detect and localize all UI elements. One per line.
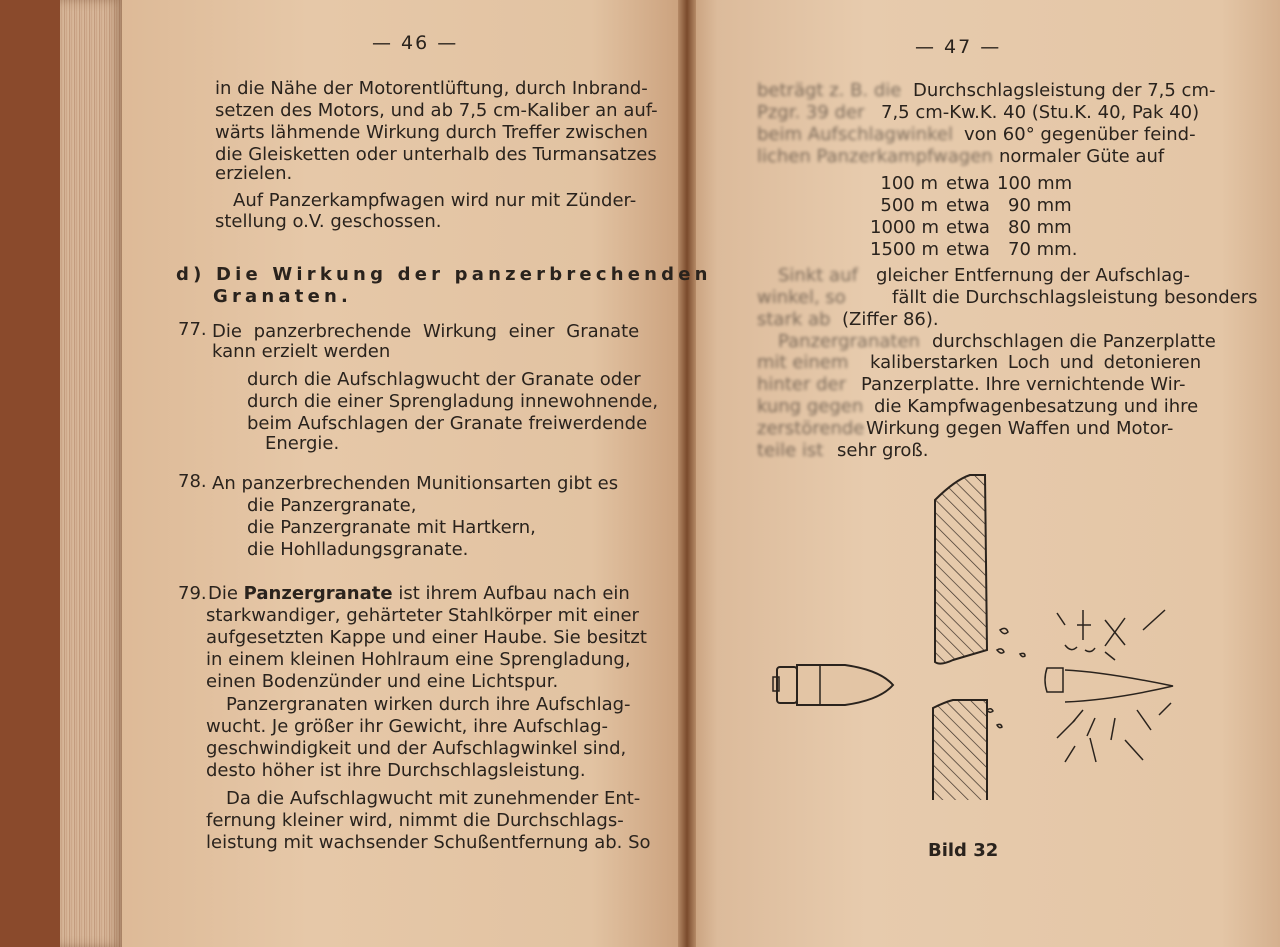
text-line: gleicher Entfernung der Aufschlag-	[876, 265, 1191, 286]
text-line: wärts lähmende Wirkung durch Treffer zwischen	[215, 122, 648, 143]
text-line: kann erzielt werden	[212, 341, 391, 362]
text-line: von 60° gegenüber feind-	[964, 124, 1196, 145]
text-line: Auf Panzerkampfwagen wird nur mit Zünder-	[233, 190, 637, 211]
faded-text: Pzgr. 39 der	[757, 102, 865, 123]
text-line: in einem kleinen Hohlraum eine Sprengladung,	[206, 649, 631, 670]
text-line: (Ziffer 86).	[842, 309, 939, 330]
table-word: etwa	[946, 173, 990, 194]
figure-caption: Bild 32	[928, 840, 999, 861]
faded-text: Sinkt auf	[778, 265, 858, 286]
text-line: die Panzergranate,	[247, 495, 417, 516]
faded-text: beim Aufschlagwinkel	[757, 124, 953, 145]
text-line: die Hohlladungsgranate.	[247, 539, 469, 560]
faded-text: beträgt z. B. die	[757, 80, 902, 101]
book-gutter	[678, 0, 696, 947]
text-line: erzielen.	[215, 163, 293, 184]
text-line: 7,5 cm-Kw.K. 40 (Stu.K. 40, Pak 40)	[881, 102, 1200, 123]
text-line: die Gleisketten oder unterhalb des Turmansatzes	[215, 144, 657, 165]
text-line: stellung o.V. geschossen.	[215, 211, 442, 232]
table-value: 100 mm	[997, 173, 1073, 194]
text-line: An panzerbrechenden Munitionsarten gibt es	[212, 473, 619, 494]
table-value: 70 mm.	[1008, 239, 1078, 260]
section-heading: Granaten.	[213, 286, 353, 307]
text-line	[208, 583, 630, 605]
text-line: wucht. Je größer ihr Gewicht, ihre Aufschlag-	[206, 716, 609, 737]
faded-text: lichen Panzerkampfwagen	[757, 146, 993, 167]
text-line: durch die Aufschlagwucht der Granate oder	[247, 369, 641, 390]
paragraph-number: 77.	[178, 319, 207, 340]
armor-plate-upper	[935, 475, 987, 664]
shell-icon	[773, 665, 893, 705]
faded-text: teile ist	[757, 440, 824, 461]
text-line: setzen des Motors, und ab 7,5 cm-Kaliber an auf-	[215, 100, 658, 121]
fragments-icon	[987, 610, 1173, 762]
faded-text: Panzergranaten	[778, 331, 920, 352]
text-fragment: ist ihrem Aufbau nach ein	[398, 583, 630, 604]
text-line: Panzergranaten wirken durch ihre Aufschlag-	[226, 694, 631, 715]
faded-text: mit einem	[757, 352, 849, 373]
text-line: Wirkung gegen Waffen und Motor-	[866, 418, 1174, 439]
text-fragment: Die	[208, 583, 238, 604]
paragraph-number: 78.	[178, 471, 207, 492]
text-line: die Panzergranate mit Hartkern,	[247, 517, 536, 538]
table-range: 1500 m	[870, 239, 940, 260]
text-line: Panzerplatte. Ihre vernichtende Wir-	[861, 374, 1186, 395]
table-value: 80 mm	[1008, 217, 1072, 238]
text-line: in die Nähe der Motorentlüftung, durch Inbrand-	[215, 78, 648, 99]
text-line: starkwandiger, gehärteter Stahlkörper mit einer	[206, 605, 639, 626]
text-line: leistung mit wachsender Schußentfernung ab. So	[206, 832, 651, 853]
text-line: durch die einer Sprengladung innewohnende,	[247, 391, 659, 412]
text-line: fernung kleiner wird, nimmt die Durchschlags-	[206, 810, 624, 831]
table-range: 500 m	[880, 195, 938, 216]
table-word: etwa	[946, 239, 990, 260]
page-number-right: — 47 —	[915, 36, 1002, 58]
text-line: durchschlagen die Panzerplatte	[932, 331, 1216, 352]
faded-text: zerstörende	[757, 418, 865, 439]
page-number-left: — 46 —	[372, 32, 459, 54]
text-line: Energie.	[265, 433, 340, 454]
table-range: 1000 m	[870, 217, 940, 238]
text-line: die Kampfwagenbesatzung und ihre	[874, 396, 1199, 417]
armor-plate-lower	[933, 700, 987, 800]
table-word: etwa	[946, 217, 990, 238]
text-line: Da die Aufschlagwucht mit zunehmender Ent-	[226, 788, 641, 809]
paragraph-number: 79.	[178, 583, 207, 604]
table-range: 100 m	[880, 173, 938, 194]
text-line: kaliberstarken Loch und detonieren	[870, 352, 1202, 373]
section-heading: d) Die Wirkung der panzerbrechenden	[176, 264, 712, 285]
text-line: normaler Güte auf	[999, 146, 1165, 167]
faded-text: stark ab	[757, 309, 831, 330]
faded-text: winkel, so	[757, 287, 846, 308]
faded-text: kung gegen	[757, 396, 864, 417]
penetration-diagram	[765, 470, 1195, 800]
text-line: beim Aufschlagen der Granate freiwerdende	[247, 413, 648, 434]
text-line: geschwindigkeit und der Aufschlagwinkel sind,	[206, 738, 627, 759]
faded-text: hinter der	[757, 374, 846, 395]
text-line: aufgesetzten Kappe und einer Haube. Sie besitzt	[206, 627, 647, 648]
page-edges	[60, 0, 122, 947]
table-word: etwa	[946, 195, 990, 216]
text-line: einen Bodenzünder und eine Lichtspur.	[206, 671, 559, 692]
text-line: Durchschlagsleistung der 7,5 cm-	[913, 80, 1216, 101]
text-line: Die panzerbrechende Wirkung einer Granate	[212, 321, 640, 342]
text-line: sehr groß.	[837, 440, 929, 461]
bold-term: Panzergranate	[243, 583, 393, 604]
text-line: desto höher ist ihre Durchschlagsleistung.	[206, 760, 586, 781]
text-line: fällt die Durchschlagsleistung besonders	[892, 287, 1258, 308]
table-value: 90 mm	[1008, 195, 1072, 216]
